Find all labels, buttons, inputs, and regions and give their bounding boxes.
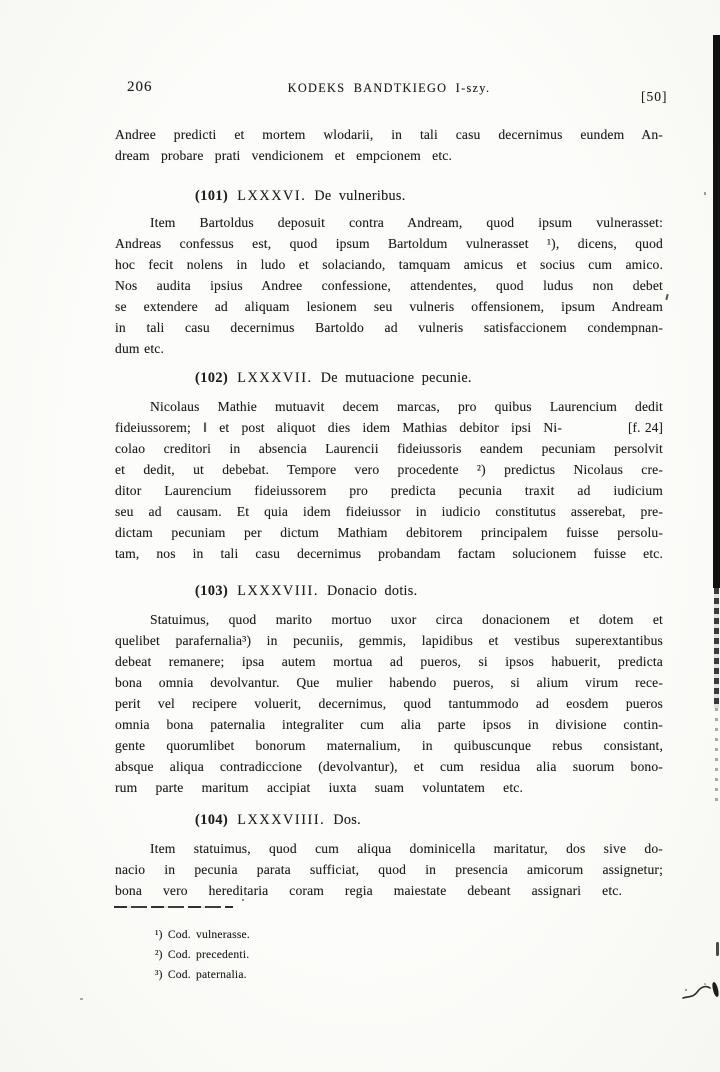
text-line: ditor Laurencium fideiussorem pro predicta pecunia traxit ad iudicium (115, 483, 663, 498)
section-roman-numeral: LXXXVIII. (237, 583, 320, 599)
paragraph-102 (115, 396, 663, 564)
section-title: Donacio dotis. (327, 583, 418, 599)
section-number: (101) (195, 188, 229, 204)
section-heading-103 (115, 580, 663, 602)
text-line: debeat remanere; ipsa autem mortua ad pueros, si ipsos habuerit, predicta (115, 654, 663, 669)
paragraph-104 (115, 838, 663, 901)
text-line: Nos audita ipsius Andree confessione, attendentes, quod ludus non debet (115, 278, 663, 293)
text-line: perit vel recipere voluerit, decernimus, quod tantummodo ad eosdem pueros (115, 696, 663, 711)
text-line: tam, nos in tali casu decernimus probandam factam solucionem fuisse etc. (115, 546, 663, 561)
section-number: (104) (195, 812, 229, 828)
text-line: Nicolaus Mathie mutuavit decem marcas, pro quibus Laurencium dedit (150, 399, 663, 414)
text-line: Andree predicti et mortem wlodarii, in tali casu decernimus eundem An- (115, 127, 663, 142)
text-line: nacio in pecunia parata sufficiat, quod in presencia amicorum assignetur; (115, 862, 663, 877)
text-line: rum parte maritum accipiat iuxta suam voluntatem etc. (115, 780, 523, 795)
text-line: colao creditori in absencia Laurencii fideiussoris eandem pecuniam persolvit (115, 441, 663, 456)
scan-artifact-pen-squiggle (680, 978, 714, 1004)
scan-artifact-right-edge-fade (714, 588, 719, 708)
text-line: et dedit, ut debebat. Tempore vero procedente ²) predictus Nicolaus cre- (115, 462, 663, 477)
folio-note: [f. 24] (627, 420, 663, 435)
text-line: dream probare prati vendicionem et empcionem etc. (115, 148, 452, 163)
page-number: 206 (127, 79, 153, 95)
text-line: dictam pecuniam per dictum Mathiam debitorem principalem fuisse persolu- (115, 525, 663, 540)
section-heading-102 (115, 367, 663, 389)
text-line: seu ad causam. Et quia idem fideiussor in iudicio constitutus asserebat, pre- (115, 504, 663, 519)
scan-artifact-speck (704, 192, 706, 195)
text-line: omnia bona paternalia integraliter cum alia parte ipsos in divisione contin- (115, 717, 663, 732)
section-roman-numeral: LXXXVII. (237, 370, 313, 386)
footnote: ³) Cod. paternalia. (155, 968, 247, 981)
section-heading-104 (115, 809, 663, 831)
text-line: hoc fecit nolens in ludo et solaciando, tamquam amicus et socius cum amico. (115, 257, 663, 272)
text-line: in tali casu decernimus Bartoldo ad vulneris satisfaccionem condempnan- (115, 320, 663, 335)
footnote: ²) Cod. precedenti. (155, 948, 250, 961)
footnote: ¹) Cod. vulnerasse. (155, 928, 250, 941)
footnote-rule (114, 906, 233, 908)
paragraph-101 (115, 212, 663, 359)
section-title: De mutuacione pecunie. (320, 370, 472, 386)
folio-mark: [50] (641, 89, 668, 104)
scan-artifact-speck (80, 998, 83, 1000)
text-line: quelibet parafernalia³) in pecuniis, gemmis, lapidibus et vestibus superextantibus (115, 633, 663, 648)
scan-artifact-edge-tick (716, 942, 719, 956)
text-line (115, 417, 663, 438)
scan-artifact-right-edge-specks (715, 708, 718, 808)
text-line: dum etc. (115, 341, 165, 356)
text-line: Statuimus, quod marito mortuo uxor circa donacionem et dotem et (150, 612, 663, 627)
text-line: bona omnia devolvantur. Que mulier habendo pueros, si alium virum rece- (115, 675, 663, 690)
text-line: gente quorumlibet bonorum maternalium, in quibuscunque rebus consistant, (115, 738, 663, 753)
text-line: absque aliqua contradiccione (devolvantur), et cum residua alia suorum bono- (115, 759, 663, 774)
section-title: Dos. (333, 812, 361, 828)
section-number: (103) (195, 583, 229, 599)
text-line: Item statuimus, quod cum aliqua dominicella maritatur, dos sive do- (150, 841, 663, 856)
section-title: De vulneribus. (314, 188, 406, 204)
text-line: Item Bartoldus deposuit contra Andream, quod ipsum vulnerasset: (150, 215, 663, 230)
section-number: (102) (195, 370, 229, 386)
continuation-paragraph (115, 124, 663, 166)
section-heading-101 (115, 185, 663, 207)
footnotes (155, 925, 250, 985)
section-roman-numeral: LXXXVIIII. (237, 812, 326, 828)
scan-artifact-right-edge-bar (713, 35, 720, 588)
section-roman-numeral: LXXXVI. (237, 188, 307, 204)
text-line: Andreas confessus est, quod ipsum Bartoldum vulnerasset ¹), dicens, quod (115, 236, 663, 251)
text-line-with-folio: fideiussorem; ‖ et post aliquot dies idem Mathias debitor ipsi Ni- (115, 420, 562, 435)
paragraph-103 (115, 609, 663, 798)
running-title: KODEKS BANDTKIEGO I-szy. (287, 81, 491, 95)
text-line: se extendere ad aliquam lesionem seu vulneris offensionem, ipsum Andream (115, 299, 663, 314)
scan-artifact-stray-mark (665, 294, 668, 300)
text-line: bona vero hereditaria coram regia maiestate debeant assignari etc. (115, 883, 622, 898)
scan-artifact-speck (242, 899, 244, 901)
